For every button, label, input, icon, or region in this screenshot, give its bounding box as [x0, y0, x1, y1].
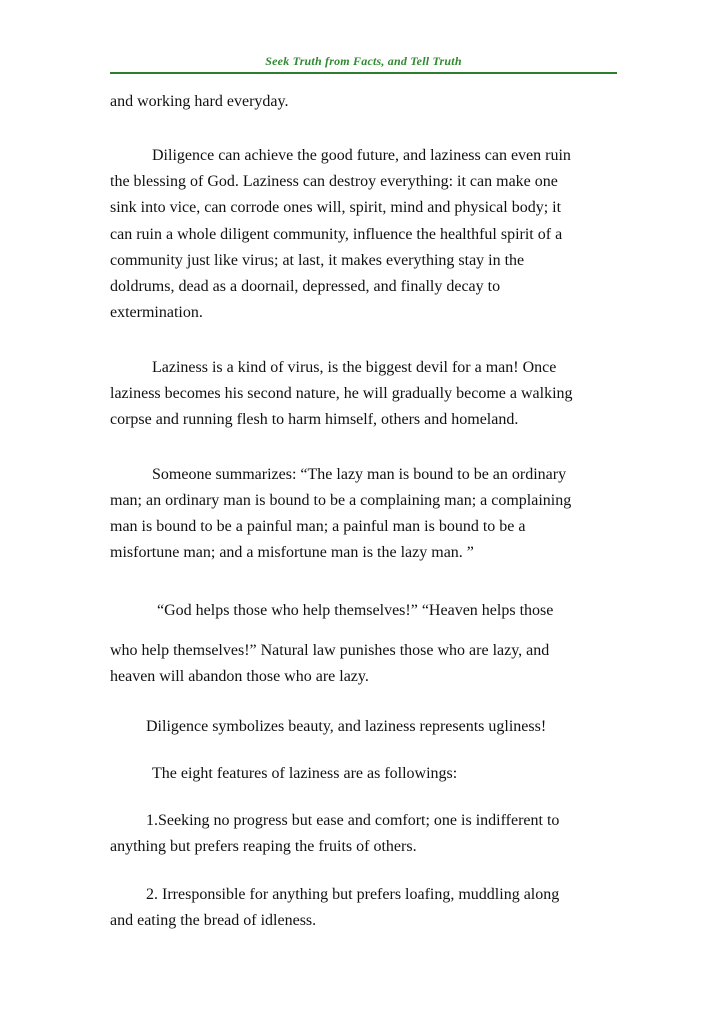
text-line: man is bound to be a painful man; a painful man is bound to be a: [110, 518, 526, 535]
text-line: man; an ordinary man is bound to be a complaining man; a complaining: [110, 492, 572, 509]
text-line: and eating the bread of idleness.: [110, 912, 317, 929]
text-line: laziness becomes his second nature, he will gradually become a walking: [110, 385, 573, 402]
text-line: and working hard everyday.: [110, 93, 289, 110]
text-line: heaven will abandon those who are lazy.: [110, 668, 369, 685]
text-line: The eight features of laziness are as followings:: [152, 765, 458, 782]
text-line: Diligence can achieve the good future, and laziness can even ruin: [152, 147, 571, 164]
text-line: doldrums, dead as a doornail, depressed, and finally decay to: [110, 278, 501, 295]
text-line: 2. Irresponsible for anything but prefers loafing, muddling along: [146, 886, 560, 903]
text-line: the blessing of God. Laziness can destroy everything: it can make one: [110, 173, 558, 190]
text-line: corpse and running flesh to harm himself, others and homeland.: [110, 411, 519, 428]
text-line: can ruin a whole diligent community, influence the healthful spirit of a: [110, 226, 563, 243]
text-line: misfortune man; and a misfortune man is the lazy man. ”: [110, 544, 474, 561]
text-line: Laziness is a kind of virus, is the biggest devil for a man! Once: [152, 359, 557, 376]
text-line: who help themselves!” Natural law punishes those who are lazy, and: [110, 642, 550, 659]
text-line: Someone summarizes: “The lazy man is bound to be an ordinary: [152, 466, 567, 483]
text-line: “God helps those who help themselves!” “Heaven helps those: [157, 602, 554, 619]
text-line: anything but prefers reaping the fruits of others.: [110, 838, 417, 855]
text-line: extermination.: [110, 304, 203, 321]
text-line: community just like virus; at last, it makes everything stay in the: [110, 252, 525, 269]
text-line: sink into vice, can corrode ones will, spirit, mind and physical body; it: [110, 199, 562, 216]
page-header: [110, 52, 617, 74]
text-line: Diligence symbolizes beauty, and laziness represents ugliness!: [146, 718, 547, 735]
header-title: Seek Truth from Facts, and Tell Truth: [265, 54, 462, 68]
text-line: 1.Seeking no progress but ease and comfort; one is indifferent to: [146, 812, 560, 829]
